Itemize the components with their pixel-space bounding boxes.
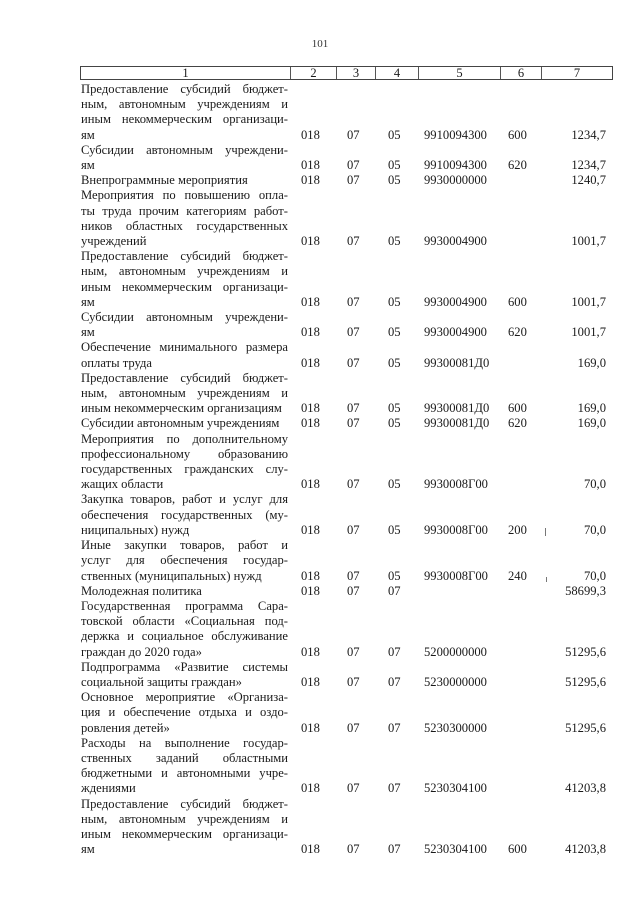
amount: 169,0 [577,355,606,370]
description-line: Предоставление субсидий бюджет- [81,82,288,96]
row-description [81,736,288,797]
expense-type-code: 240 [508,568,527,583]
description-line: иным некоммерческим организаци- [81,112,288,127]
section-code: 07 [347,158,360,173]
subsection-code: 05 [388,401,401,416]
scan-artifact-mark [545,528,546,536]
row-description [81,432,288,493]
row-description [81,188,288,249]
description-line: ция и обеспечение отдыха и оздо- [81,705,288,720]
row-description [81,492,288,538]
subsection-code: 05 [388,477,401,492]
table-row [81,82,616,143]
ministry-code: 018 [301,158,320,173]
description-line: Закупка товаров, работ и услуг для [81,492,288,507]
description-line: учреждений [81,234,147,249]
amount: 1001,7 [571,294,606,309]
description-line: ям [81,842,95,857]
section-code: 07 [347,720,360,735]
expense-type-code: 620 [508,416,527,431]
subsection-code: 07 [388,720,401,735]
description-line: Субсидии автономным учреждениям [81,416,280,431]
target-article-code: 9930008Г00 [424,568,488,583]
description-line: иным некоммерческим организаци- [81,826,288,841]
table-row [81,736,616,797]
section-code: 07 [347,842,360,857]
section-code: 07 [347,173,360,188]
ministry-code: 018 [301,416,320,431]
description-line: Государственная программа Сара- [81,598,288,613]
target-article-code: 9910094300 [424,158,487,173]
row-description [81,173,288,188]
ministry-code: 018 [301,842,320,857]
description-line: ям [81,158,95,173]
description-line: ровления детей» [81,720,170,735]
row-description [81,584,288,599]
amount: 51295,6 [565,720,606,735]
row-description [81,371,288,417]
expense-type-code: 600 [508,294,527,309]
subsection-code: 07 [388,781,401,796]
ministry-code: 018 [301,127,320,142]
row-description [81,82,288,143]
description-line: оплаты труда [81,355,152,370]
description-line: Субсидии автономным учреждени- [81,142,288,157]
description-line: ты труда прочим категориям работ- [81,203,288,218]
target-article-code: 5200000000 [424,644,487,659]
row-description [81,416,288,431]
ministry-code: 018 [301,173,320,188]
description-line: товской области «Социальная под- [81,614,288,629]
expense-type-code: 600 [508,127,527,142]
target-article-code: 9930004900 [424,325,487,340]
table-row [81,416,616,431]
row-description [81,340,288,370]
section-code: 07 [347,477,360,492]
description-line: ным, автономным учреждениям и [81,97,288,112]
subsection-code: 05 [388,325,401,340]
header-col-3: 3 [337,67,376,79]
header-col-7: 7 [573,66,581,80]
target-article-code: 5230304100 [424,842,487,857]
description-line: Молодежная политика [81,583,202,598]
header-col-6: 6 [501,67,542,79]
description-line: Расходы на выполнение государ- [81,735,288,750]
target-article-code: 99300081Д0 [424,401,490,416]
table-row [81,690,616,736]
section-code: 07 [347,644,360,659]
amount: 70,0 [583,568,606,583]
table-row [81,249,616,310]
target-article-code: 99300081Д0 [424,355,490,370]
description-line: иным некоммерческим организаци- [81,279,288,294]
expense-type-code: 200 [508,522,527,537]
amount: 51295,6 [565,674,606,689]
ministry-code: 018 [301,781,320,796]
amount: 1234,7 [571,158,606,173]
description-line: ям [81,294,95,309]
table-row [81,599,616,660]
description-line: Мероприятия по дополнительному [81,431,288,446]
description-line: ям [81,325,95,340]
expense-type-code: 600 [508,842,527,857]
amount: 51295,6 [565,644,606,659]
table-row [81,340,616,370]
description-line: социальной защиты граждан» [81,674,242,689]
ministry-code: 018 [301,720,320,735]
section-code: 07 [347,355,360,370]
target-article-code: 9930008Г00 [424,522,488,537]
table-row [81,584,616,599]
amount: 169,0 [577,416,606,431]
target-article-code: 9930000000 [424,173,487,188]
amount: 1001,7 [571,325,606,340]
amount: 70,0 [583,477,606,492]
header-col-5: 5 [419,67,501,79]
subsection-code: 05 [388,522,401,537]
subsection-code: 07 [388,674,401,689]
description-line: Подпрограмма «Развитие системы [81,659,288,674]
section-code: 07 [347,583,360,598]
description-line: иным некоммерческим организациям [81,401,282,416]
section-code: 07 [347,401,360,416]
amount: 41203,8 [565,781,606,796]
target-article-code: 9930004900 [424,294,487,309]
expense-type-code: 600 [508,401,527,416]
description-line: Внепрограммные мероприятия [81,173,248,188]
subsection-code: 05 [388,127,401,142]
section-code: 07 [347,781,360,796]
table-row [81,660,616,690]
subsection-code: 05 [388,234,401,249]
table-row [81,143,616,173]
column-number-header [80,66,613,80]
table-row [81,310,616,340]
header-col-2: 2 [291,67,337,79]
amount: 70,0 [583,522,606,537]
expense-type-code: 620 [508,325,527,340]
ministry-code: 018 [301,401,320,416]
description-line: Обеспечение минимального размера [81,340,288,355]
description-line: ственных (муниципальных) нужд [81,568,262,583]
section-code: 07 [347,325,360,340]
table-row [81,371,616,417]
row-description [81,660,288,690]
row-description [81,690,288,736]
description-line: держка и социальное обслуживание [81,629,288,644]
description-line: ственных заданий областными [81,750,288,765]
amount: 1234,7 [571,127,606,142]
amount: 58699,3 [565,583,606,598]
subsection-code: 05 [388,416,401,431]
row-description [81,310,288,340]
ministry-code: 018 [301,294,320,309]
description-line: ным, автономным учреждениям и [81,386,288,401]
subsection-code: 05 [388,355,401,370]
target-article-code: 5230000000 [424,674,487,689]
subsection-code: 05 [388,568,401,583]
ministry-code: 018 [301,477,320,492]
amount: 1240,7 [571,173,606,188]
ministry-code: 018 [301,234,320,249]
description-line: ждениями [81,781,136,796]
table-row [81,432,616,493]
expense-type-code: 620 [508,158,527,173]
ministry-code: 018 [301,583,320,598]
section-code: 07 [347,294,360,309]
amount: 1001,7 [571,234,606,249]
description-line: Субсидии автономным учреждени- [81,310,288,325]
description-line: Основное мероприятие «Организа- [81,690,288,705]
row-description [81,599,288,660]
amount: 169,0 [577,401,606,416]
target-article-code: 5230300000 [424,720,487,735]
subsection-code: 05 [388,294,401,309]
amount: 41203,8 [565,842,606,857]
description-line: профессиональному образованию [81,446,288,461]
target-article-code: 9910094300 [424,127,487,142]
subsection-code: 07 [388,583,401,598]
description-line: ным, автономным учреждениям и [81,811,288,826]
description-line: ниципальных) нужд [81,522,190,537]
budget-table-body [81,82,616,857]
description-line: Мероприятия по повышению опла- [81,188,288,203]
section-code: 07 [347,127,360,142]
subsection-code: 05 [388,173,401,188]
description-line: жащих области [81,477,164,492]
description-line: бюджетными и автономными учре- [81,766,288,781]
section-code: 07 [347,234,360,249]
ministry-code: 018 [301,325,320,340]
subsection-code: 05 [388,158,401,173]
subsection-code: 07 [388,644,401,659]
target-article-code: 5230304100 [424,781,487,796]
page-number: 101 [311,38,329,50]
ministry-code: 018 [301,522,320,537]
row-description [81,249,288,310]
section-code: 07 [347,568,360,583]
description-line: ным, автономным учреждениям и [81,264,288,279]
target-article-code: 9930008Г00 [424,477,488,492]
section-code: 07 [347,416,360,431]
description-line: Иные закупки товаров, работ и [81,538,288,553]
table-row [81,173,616,188]
description-line: граждан до 2020 года» [81,644,202,659]
description-line: обеспечения государственных (му- [81,507,288,522]
description-line: ям [81,127,95,142]
table-row [81,538,616,584]
ministry-code: 018 [301,674,320,689]
ministry-code: 018 [301,568,320,583]
row-description [81,538,288,584]
section-code: 07 [347,522,360,537]
target-article-code: 99300081Д0 [424,416,490,431]
ministry-code: 018 [301,644,320,659]
row-description [81,797,288,858]
target-article-code: 9930004900 [424,234,487,249]
row-description [81,143,288,173]
description-line: Предоставление субсидий бюджет- [81,796,288,811]
description-line: услуг для обеспечения государ- [81,553,288,568]
subsection-code: 07 [388,842,401,857]
table-row [81,492,616,538]
header-col-1: 1 [81,67,291,79]
table-row [81,797,616,858]
description-line: Предоставление субсидий бюджет- [81,249,288,264]
description-line: ников областных государственных [81,218,288,233]
header-col-4: 4 [376,67,419,79]
description-line: Предоставление субсидий бюджет- [81,370,288,385]
description-line: государственных гражданских слу- [81,462,288,477]
ministry-code: 018 [301,355,320,370]
scan-artifact-mark [546,577,547,582]
section-code: 07 [347,674,360,689]
table-row [81,188,616,249]
